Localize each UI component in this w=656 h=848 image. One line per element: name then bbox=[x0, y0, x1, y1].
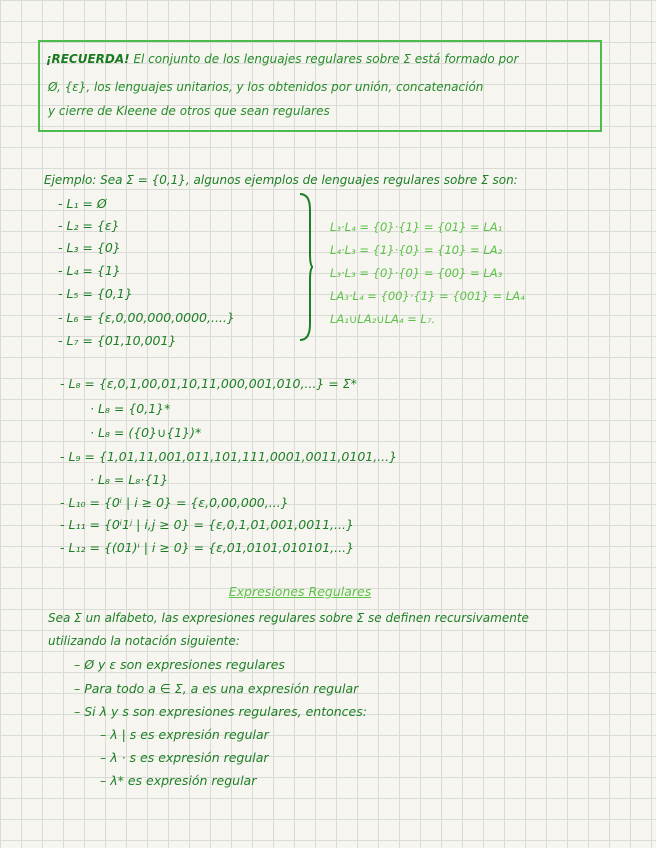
rule-item: – Para todo a ∈ Σ, a es una expresión regular bbox=[74, 681, 359, 696]
language-subitem: · L₈ = {0,1}* bbox=[90, 401, 171, 416]
ejemplo-intro: Ejemplo: Sea Σ = {0,1}, algunos ejemplos de lenguajes regulares sobre Σ son: bbox=[44, 173, 518, 187]
language-subitem: · L₈ = ({0}∪{1})* bbox=[90, 425, 202, 440]
recuerda-line-2: Ø, {ε}, los lenguajes unitarios, y los obtenidos por unión, concatenación bbox=[48, 80, 484, 94]
language-item: - L₁ = Ø bbox=[58, 196, 107, 211]
language-item: - L₁₀ = {0ⁱ | i ≥ 0} = {ε,0,00,000,...} bbox=[60, 495, 289, 510]
recuerda-line-1 bbox=[46, 52, 518, 66]
derived-language: L₄·L₃ = {1}·{0} = {10} = LA₂ bbox=[330, 243, 503, 257]
language-item: - L₈ = {ε,0,1,00,01,10,11,000,001,010,...} = Σ* bbox=[60, 376, 357, 391]
rule-item: – Si λ y s son expresiones regulares, entonces: bbox=[74, 704, 367, 719]
subrule-item: – λ* es expresión regular bbox=[100, 773, 257, 788]
recuerda-line-1-text: El conjunto de los lenguajes regulares sobre Σ está formado por bbox=[133, 52, 519, 66]
recuerda-label: ¡RECUERDA! bbox=[46, 52, 130, 66]
curly-brace-icon bbox=[298, 192, 314, 342]
derived-language: L₃·L₄ = {0}·{1} = {01} = LA₁ bbox=[330, 220, 503, 234]
language-item: - L₃ = {0} bbox=[58, 240, 121, 255]
language-item: - L₄ = {1} bbox=[58, 263, 121, 278]
rule-item: – Ø y ε son expresiones regulares bbox=[74, 657, 285, 672]
language-subitem: · L₈ = L₈·{1} bbox=[90, 472, 169, 487]
language-item: - L₂ = {ε} bbox=[58, 218, 120, 233]
section-title: Expresiones Regulares bbox=[228, 584, 372, 599]
language-item: - L₆ = {ε,0,00,000,0000,....} bbox=[58, 310, 235, 325]
subrule-item: – λ | s es expresión regular bbox=[100, 727, 269, 742]
derived-language: LA₁∪LA₂∪LA₄ = L₇. bbox=[330, 312, 436, 326]
section-intro-line-1: Sea Σ un alfabeto, las expresiones regulares sobre Σ se definen recursivamente bbox=[48, 611, 529, 625]
derived-language: L₃·L₃ = {0}·{0} = {00} = LA₃ bbox=[330, 266, 503, 280]
language-item: - L₅ = {0,1} bbox=[58, 286, 133, 301]
language-item: - L₉ = {1,01,11,001,011,101,111,0001,0011,0101,...} bbox=[60, 449, 398, 464]
language-item: - L₇ = {01,10,001} bbox=[58, 333, 177, 348]
language-item: - L₁₁ = {0ⁱ1ʲ | i,j ≥ 0} = {ε,0,1,01,001,0011,...} bbox=[60, 517, 354, 532]
recuerda-line-3: y cierre de Kleene de otros que sean regulares bbox=[48, 104, 330, 118]
language-item: - L₁₂ = {(01)ⁱ | i ≥ 0} = {ε,01,0101,010101,...} bbox=[60, 540, 355, 555]
subrule-item: – λ · s es expresión regular bbox=[100, 750, 269, 765]
section-intro-line-2: utilizando la notación siguiente: bbox=[48, 634, 240, 648]
derived-language: LA₃·L₄ = {00}·{1} = {001} = LA₄ bbox=[330, 289, 525, 303]
